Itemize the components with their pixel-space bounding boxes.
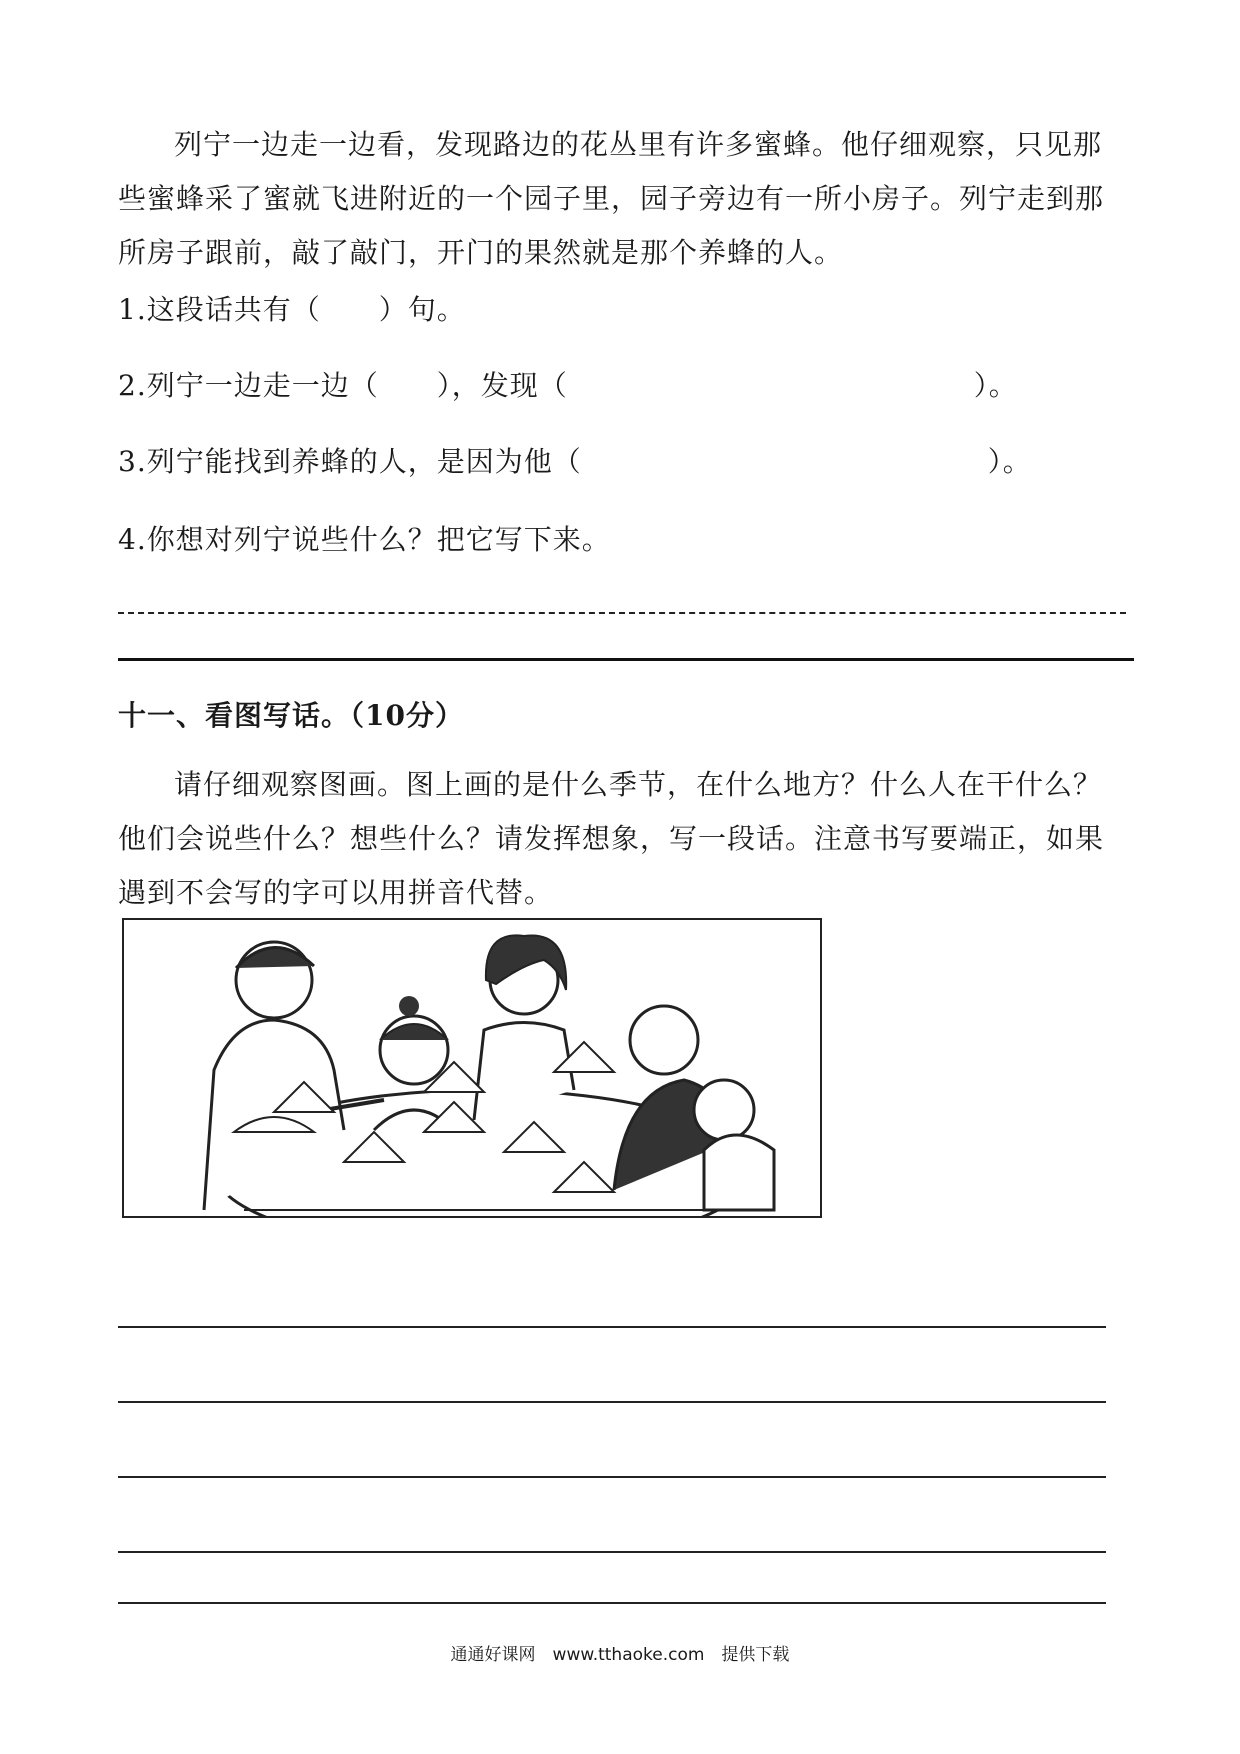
reading-passage: 列宁一边走一边看，发现路边的花丛里有许多蜜蜂。他仔细观察，只见那些蜜蜂采了蜜就飞进附近的一个园子里，园子旁边有一所小房子。列宁走到那所房子跟前，敲了敲门，开门的果然就是那个养蜂的人。 <box>118 128 1105 269</box>
writing-line-5[interactable] <box>118 1602 1106 1604</box>
grandmother-figure <box>694 1080 754 1140</box>
question-2: 2.列宁一边走一边（ ），发现（ ）。 <box>118 369 1018 402</box>
question-4: 4.你想对列宁说些什么？把它写下来。 <box>118 523 611 556</box>
question-3: 3.列宁能找到养蜂的人，是因为他（ ）。 <box>118 445 1032 478</box>
writing-line-2[interactable] <box>118 1401 1106 1403</box>
writing-line-4[interactable] <box>118 1551 1106 1553</box>
section-title: 十一、看图写话。（10分） <box>118 699 464 732</box>
question-1: 1.这段话共有（ ）句。 <box>118 293 466 326</box>
section-divider <box>118 658 1134 661</box>
answer-line-question-4[interactable] <box>118 612 1126 614</box>
grandfather-figure <box>630 1006 698 1074</box>
writing-line-1[interactable] <box>118 1326 1106 1328</box>
family-eating-watermelon-illustration <box>122 918 822 1218</box>
footer-source: 通通好课网 www.tthaoke.com 提供下载 <box>450 1645 790 1665</box>
writing-line-3[interactable] <box>118 1476 1106 1478</box>
section-instruction: 请仔细观察图画。图上画的是什么季节，在什么地方？什么人在干什么？他们会说些什么？想些什么？请发挥想象，写一段话。注意书写要端正，如果遇到不会写的字可以用拼音代替。 <box>118 768 1105 909</box>
illustration-drawing <box>124 920 820 1216</box>
